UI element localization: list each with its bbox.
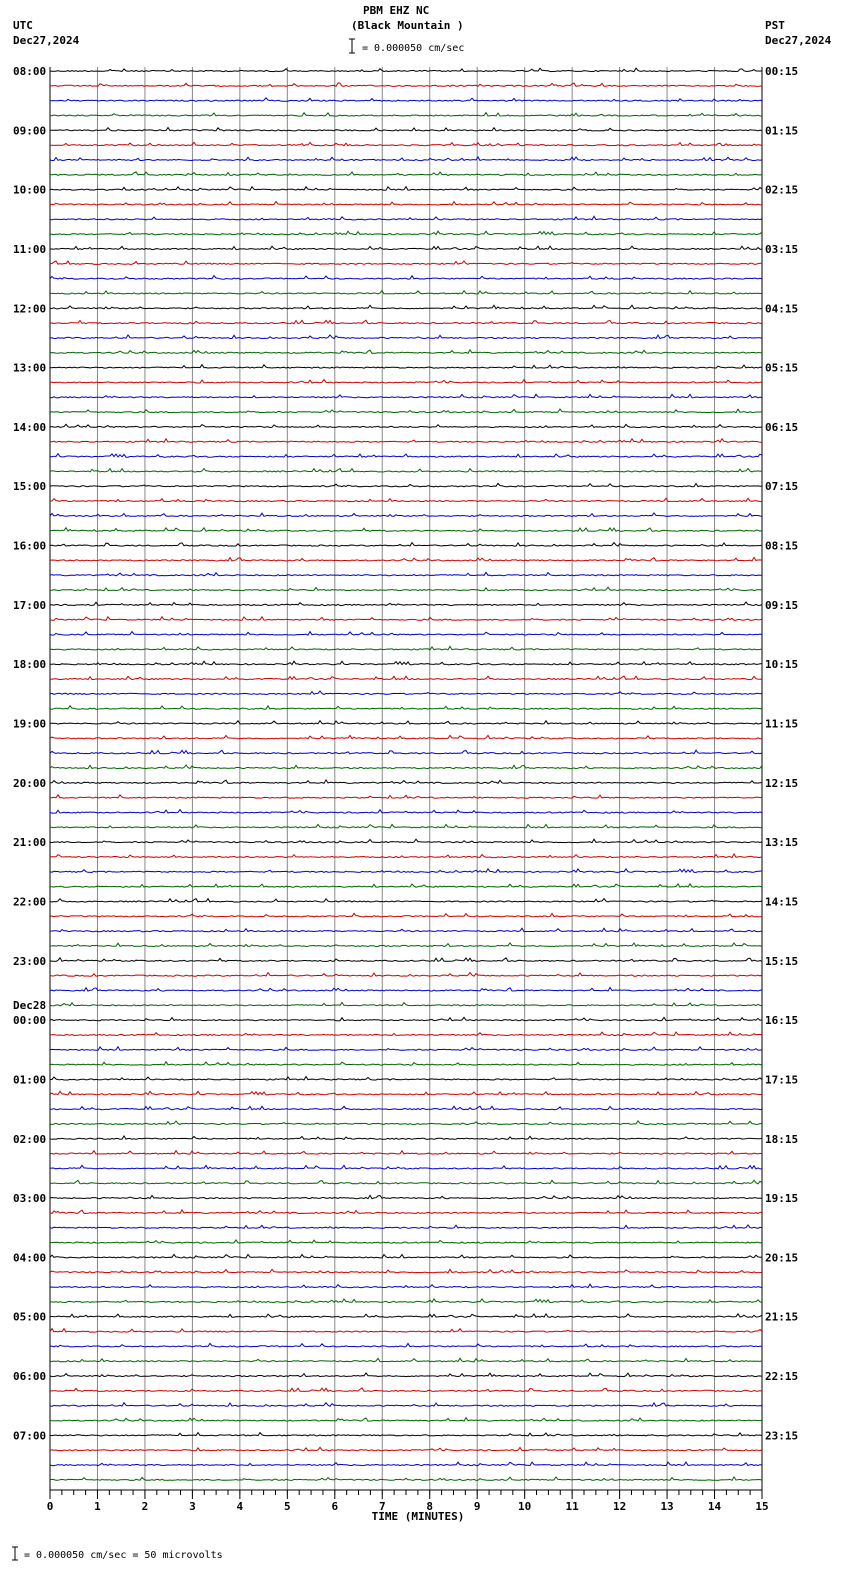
trace-line — [50, 735, 762, 739]
trace-line — [50, 380, 762, 383]
x-tick-label: 3 — [189, 1500, 196, 1513]
trace-line — [50, 943, 762, 947]
utc-hour-label: 10:00 — [13, 183, 47, 197]
trace-line — [50, 246, 762, 250]
trace-line — [50, 1091, 762, 1095]
trace-line — [50, 335, 762, 339]
trace-line — [50, 83, 762, 86]
trace-line — [50, 557, 762, 561]
pst-hour-label: 21:15 — [765, 1310, 799, 1324]
trace-line — [50, 884, 762, 887]
trace-line — [50, 1136, 762, 1140]
trace-line — [50, 365, 762, 369]
trace-line — [50, 187, 762, 191]
x-tick-label: 2 — [141, 1500, 149, 1513]
x-tick-label: 8 — [426, 1500, 434, 1513]
trace-line — [50, 439, 762, 443]
pst-hour-label: 09:15 — [765, 598, 799, 612]
x-tick-label: 9 — [473, 1500, 481, 1513]
x-tick-label: 15 — [755, 1500, 769, 1513]
pst-hour-label: 02:15 — [765, 183, 799, 197]
trace-line — [50, 676, 762, 680]
trace-line — [50, 765, 762, 769]
trace-line — [50, 128, 762, 131]
trace-line — [50, 1477, 762, 1481]
utc-hour-label: 01:00 — [13, 1073, 47, 1087]
trace-line — [50, 572, 762, 576]
x-tick-label: 14 — [707, 1500, 722, 1513]
trace-line — [50, 409, 762, 413]
trace-line — [50, 1343, 762, 1347]
left-date: Dec27,2024 — [13, 34, 80, 47]
x-tick-label: 13 — [660, 1500, 674, 1513]
pst-hour-label: 06:15 — [765, 420, 799, 434]
trace-line — [50, 98, 762, 101]
grid — [50, 67, 762, 1495]
utc-hour-label: 08:00 — [13, 65, 47, 78]
trace-line — [50, 1299, 762, 1303]
utc-hour-label: 20:00 — [13, 776, 47, 790]
calibration-text: = 0.000050 cm/sec = 50 microvolts — [24, 1550, 223, 1561]
trace-line — [50, 498, 762, 502]
trace-line — [50, 810, 762, 814]
trace-line — [50, 928, 762, 931]
x-tick-label: 10 — [518, 1500, 532, 1513]
utc-hour-label: 11:00 — [13, 242, 47, 256]
pst-hour-label: 19:15 — [765, 1192, 799, 1206]
x-tick-label: 0 — [46, 1500, 54, 1513]
station-location: (Black Mountain ) — [351, 19, 464, 32]
utc-hour-label: 15:00 — [13, 480, 47, 494]
trace-line — [50, 632, 762, 636]
trace-line — [50, 424, 762, 427]
trace-line — [50, 973, 762, 977]
trace-line — [50, 913, 762, 917]
trace-line — [50, 854, 762, 858]
scale-text: = 0.000050 cm/sec — [362, 43, 465, 54]
pst-hour-label: 08:15 — [765, 539, 799, 553]
trace-line — [50, 617, 762, 621]
trace-line — [50, 1447, 762, 1451]
trace-line — [50, 602, 762, 606]
trace-line — [50, 1210, 762, 1214]
pst-hour-label: 04:15 — [765, 302, 799, 316]
trace-line — [50, 291, 762, 294]
trace-line — [50, 1002, 762, 1006]
x-axis — [47, 1490, 769, 1523]
trace-line — [50, 68, 762, 72]
utc-hour-label: 13:00 — [13, 361, 47, 375]
pst-hour-label: 03:15 — [765, 242, 799, 256]
x-tick-label: 6 — [331, 1500, 339, 1513]
utc-hour-label: 18:00 — [13, 658, 47, 672]
trace-line — [50, 899, 762, 903]
date-change-label: Dec28 — [13, 999, 47, 1013]
trace-line — [50, 1062, 762, 1066]
trace-line — [50, 824, 762, 828]
pst-hour-label: 00:15 — [765, 65, 799, 78]
pst-hour-label: 10:15 — [765, 658, 799, 672]
right-date: Dec27,2024 — [765, 34, 832, 47]
trace-line — [50, 320, 762, 324]
trace-line — [50, 1151, 762, 1155]
trace-line — [50, 469, 762, 473]
pst-hour-label: 18:15 — [765, 1132, 799, 1146]
pst-hour-label: 07:15 — [765, 480, 799, 494]
trace-line — [50, 543, 762, 547]
utc-hour-label: 16:00 — [13, 539, 47, 553]
trace-line — [50, 706, 762, 710]
trace-line — [50, 646, 762, 650]
trace-line — [50, 513, 762, 517]
utc-hour-label: 09:00 — [13, 124, 47, 138]
trace-line — [50, 1032, 762, 1036]
trace-line — [50, 172, 762, 176]
utc-hour-label: 22:00 — [13, 895, 47, 909]
trace-line — [50, 721, 762, 725]
trace-line — [50, 750, 762, 754]
x-tick-label: 4 — [236, 1500, 244, 1513]
trace-line — [50, 1255, 762, 1259]
trace-line — [50, 231, 762, 235]
x-tick-label: 11 — [565, 1500, 579, 1513]
traces — [50, 68, 762, 1480]
pst-hour-label: 23:15 — [765, 1429, 799, 1443]
x-tick-label: 5 — [284, 1500, 291, 1513]
trace-line — [50, 958, 762, 962]
trace-line — [50, 454, 762, 458]
trace-line — [50, 1284, 762, 1288]
utc-hour-label: 06:00 — [13, 1370, 47, 1384]
trace-line — [50, 1180, 762, 1184]
utc-hour-label: 14:00 — [13, 420, 47, 434]
utc-hour-label: 04:00 — [13, 1251, 47, 1265]
trace-line — [50, 1017, 762, 1020]
left-timezone: UTC — [13, 19, 33, 32]
trace-line — [50, 795, 762, 799]
pst-hour-label: 11:15 — [765, 717, 799, 731]
pst-hour-label: 20:15 — [765, 1251, 799, 1265]
trace-line — [50, 1403, 762, 1407]
trace-line — [50, 1373, 762, 1377]
trace-line — [50, 1418, 762, 1422]
utc-hour-label: 00:00 — [13, 1014, 47, 1028]
pst-hour-label: 12:15 — [765, 776, 799, 790]
pst-hour-label: 05:15 — [765, 361, 799, 375]
trace-line — [50, 142, 762, 145]
pst-hour-label: 01:15 — [765, 124, 799, 138]
utc-hour-label: 17:00 — [13, 598, 47, 612]
utc-hour-label: 03:00 — [13, 1192, 47, 1206]
scale-bar-icons — [12, 39, 355, 1560]
x-tick-label: 7 — [378, 1500, 386, 1513]
trace-line — [50, 483, 762, 487]
trace-line — [50, 1121, 762, 1125]
trace-line — [50, 1240, 762, 1243]
pst-hour-label: 14:15 — [765, 895, 799, 909]
trace-line — [50, 202, 762, 206]
trace-line — [50, 1077, 762, 1081]
trace-line — [50, 1106, 762, 1110]
trace-line — [50, 1329, 762, 1333]
trace-line — [50, 1388, 762, 1392]
trace-line — [50, 587, 762, 590]
trace-line — [50, 350, 762, 354]
trace-line — [50, 839, 762, 843]
trace-line — [50, 1225, 762, 1228]
x-tick-label: 1 — [94, 1500, 101, 1513]
trace-line — [50, 528, 762, 532]
x-tick-label: 12 — [612, 1500, 627, 1513]
right-timezone: PST — [765, 19, 785, 32]
trace-line — [50, 113, 762, 117]
station-title: PBM EHZ NC — [363, 4, 430, 17]
trace-line — [50, 276, 762, 280]
trace-line — [50, 1269, 762, 1273]
trace-line — [50, 1433, 762, 1437]
utc-hour-label: 05:00 — [13, 1310, 47, 1324]
trace-line — [50, 1462, 762, 1466]
pst-hour-label: 17:15 — [765, 1073, 799, 1087]
trace-line — [50, 988, 762, 992]
utc-hour-label: 21:00 — [13, 836, 47, 850]
trace-line — [50, 394, 762, 398]
trace-line — [50, 1165, 762, 1169]
trace-line — [50, 780, 762, 784]
trace-line — [50, 661, 762, 665]
trace-line — [50, 305, 762, 309]
trace-line — [50, 1358, 762, 1362]
trace-line — [50, 1195, 762, 1198]
trace-line — [50, 216, 762, 220]
trace-line — [50, 1047, 762, 1051]
utc-hour-label: 23:00 — [13, 954, 47, 968]
utc-hour-label: 02:00 — [13, 1132, 47, 1146]
pst-hour-label: 13:15 — [765, 836, 799, 850]
pst-hour-label: 15:15 — [765, 954, 799, 968]
pst-hour-label: 16:15 — [765, 1014, 799, 1028]
utc-hour-label: 12:00 — [13, 302, 47, 316]
utc-hour-label: 19:00 — [13, 717, 47, 731]
trace-line — [50, 261, 762, 265]
utc-hour-label: 07:00 — [13, 1429, 47, 1443]
pst-hour-label: 22:15 — [765, 1370, 799, 1384]
x-axis-label: TIME (MINUTES) — [371, 1510, 465, 1523]
trace-line — [50, 157, 762, 161]
trace-line — [50, 869, 762, 873]
trace-line — [50, 1314, 762, 1317]
trace-line — [50, 691, 762, 695]
